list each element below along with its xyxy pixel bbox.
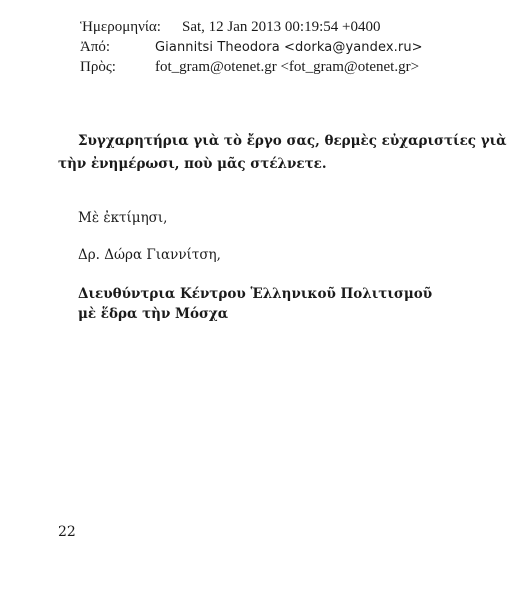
message-paragraph-line-2: τὴν ἐνημέρωσι, ποὺ μᾶς στέλνετε.: [58, 156, 327, 172]
page-number: 22: [58, 524, 76, 540]
date-value: Sat, 12 Jan 2013 00:19:54 +0400: [182, 19, 381, 35]
header-date-row: [80, 18, 380, 36]
signature-title-line-2: μὲ ἕδρα τὴν Μόσχα: [78, 306, 229, 322]
to-label: Πρὸς:: [80, 59, 116, 75]
header-from-row: [80, 38, 423, 57]
header-to-row: [80, 58, 419, 76]
date-label: Ἡμερομηνία:: [80, 19, 161, 35]
closing-greeting: Μὲ ἐκτίμησι,: [78, 210, 168, 226]
message-paragraph-line-1: Συγχαρητήρια γιὰ τὸ ἔργο σας, θερμὲς εὐχαριστίες γιὰ: [78, 133, 507, 149]
from-label: Ἀπό:: [80, 39, 111, 55]
to-value: fot_gram@otenet.gr <fot_gram@otenet.gr>: [155, 59, 420, 75]
signature-name: Δρ. Δώρα Γιαννίτση,: [78, 247, 221, 263]
signature-title-line-1: Διευθύντρια Κέντρου Ἑλληνικοῦ Πολιτισμοῦ: [78, 286, 433, 302]
from-value: Giannitsi Theodora <dorka@yandex.ru>: [155, 40, 423, 55]
